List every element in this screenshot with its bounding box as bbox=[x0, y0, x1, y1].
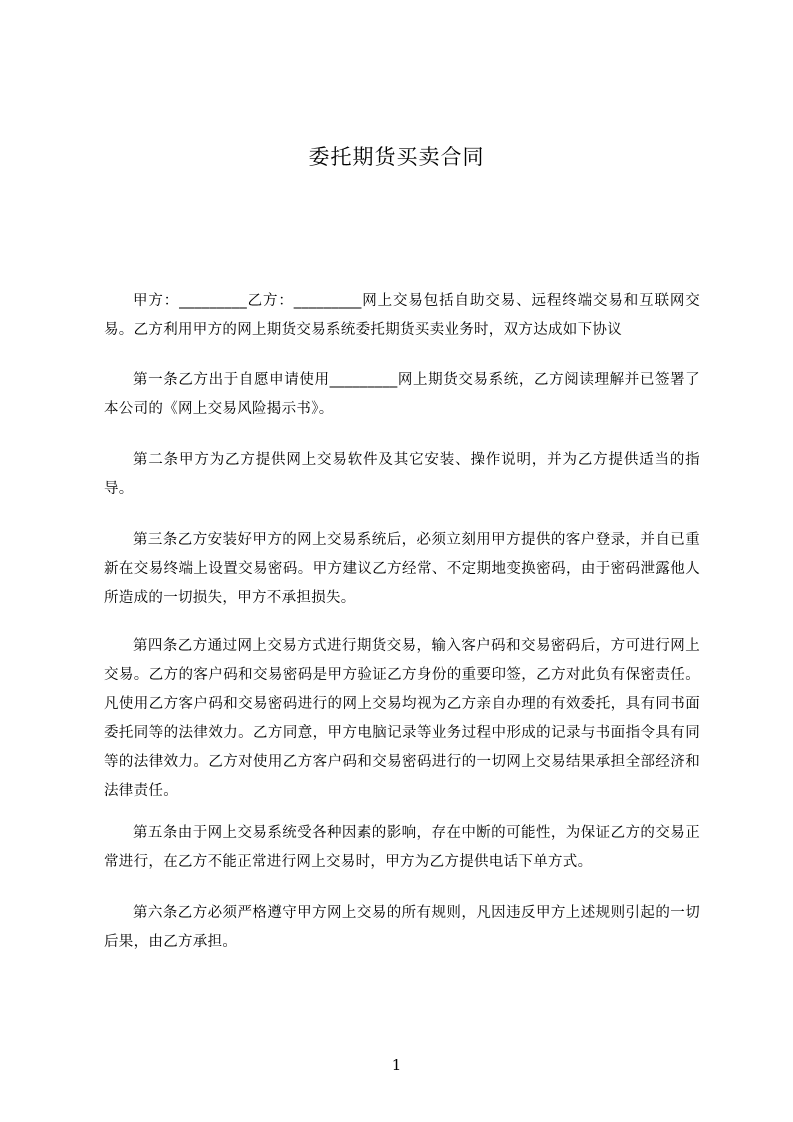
paragraph-article-3: 第三条乙方安装好甲方的网上交易系统后，必须立刻用甲方提供的客户登录，并自已重新在交易终端上设置交易密码。甲方建议乙方经常、不定期地变换密码，由于密码泄露他人所造成的一切损失，甲方不承担损失。 bbox=[104, 532, 700, 606]
paragraph-article-1: 第一条乙方出于自愿申请使用_________网上期货交易系统，乙方阅读理解并已签署了本公司的《网上交易风险揭示书》。 bbox=[104, 372, 700, 417]
page-number: 1 bbox=[391, 1056, 402, 1074]
paragraph-article-2: 第二条甲方为乙方提供网上交易软件及其它安装、操作说明，并为乙方提供适当的指导。 bbox=[104, 452, 700, 497]
contract-title: 委托期货买卖合同 bbox=[308, 145, 485, 169]
paragraph-article-5: 第五条由于网上交易系统受各种因素的影响，存在中断的可能性，为保证乙方的交易正常进行，在乙方不能正常进行网上交易时，甲方为乙方提供电话下单方式。 bbox=[104, 825, 700, 870]
paragraph-article-6: 第六条乙方必须严格遵守甲方网上交易的所有规则，凡因违反甲方上述规则引起的一切后果，由乙方承担。 bbox=[104, 905, 700, 950]
paragraph-article-4: 第四条乙方通过网上交易方式进行期货交易，输入客户码和交易密码后，方可进行网上交易。乙方的客户码和交易密码是甲方验证乙方身份的重要印签，乙方对此负有保密责任。凡使用乙方客户码和交易密码进行的网上交易均视为乙方亲自办理的有效委托，具有同书面委托同等的法律效力。乙方同意，甲方电脑记录等业务过程中形成的记录与书面指令具有同等的法律效力。乙方对使用乙方客户码和交易密码进行的一切网上交易结果承担全部经济和法律责任。 bbox=[104, 638, 700, 799]
paragraph-parties: 甲方：_________乙方：_________网上交易包括自助交易、远程终端交易和互联网交易。乙方利用甲方的网上期货交易系统委托期货买卖业务时，双方达成如下协议 bbox=[104, 293, 700, 338]
